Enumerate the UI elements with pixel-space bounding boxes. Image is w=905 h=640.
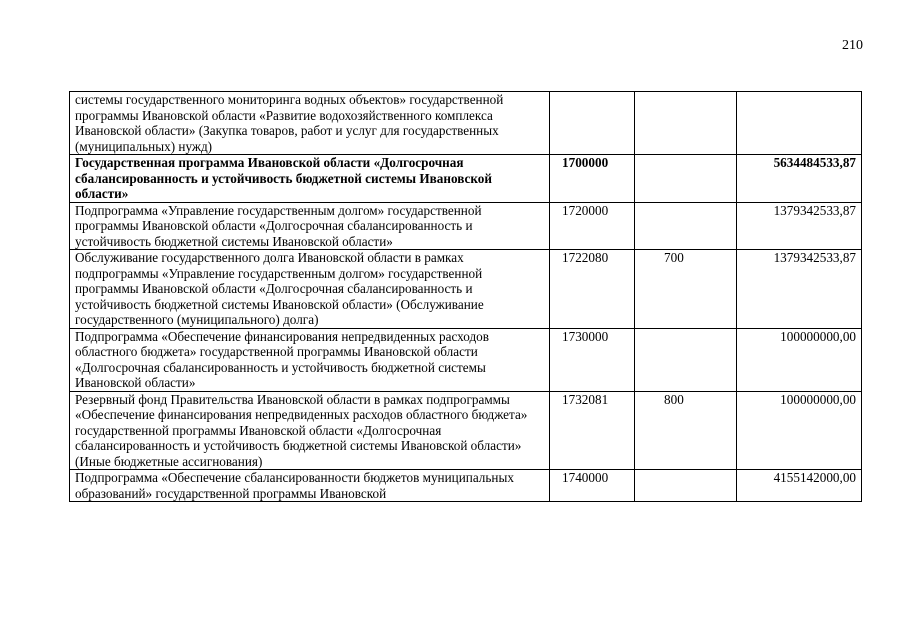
- row-description: системы государственного мониторинга водных объектов» государственной программы Ивановской области «Развитие водохозяйственного комплекса Ивановской области» (Закупка товаров, работ и услуг для государственных (муниципальных) нужд): [70, 92, 550, 155]
- row-amount: 5634484533,87: [737, 155, 862, 203]
- table-row: [70, 155, 862, 203]
- row-description: Резервный фонд Правительства Ивановской области в рамках подпрограммы «Обеспечение финансирования непредвиденных расходов областного бюджета» государственной программы Ивановской области «Долгосрочная сбалансированность и устойчивость бюджетной системы Ивановской области» (Иные бюджетные ассигнования): [70, 391, 550, 470]
- row-amount: 1379342533,87: [737, 202, 862, 250]
- table-row: [70, 391, 862, 470]
- row-amount: 100000000,00: [737, 391, 862, 470]
- row-description: Подпрограмма «Обеспечение финансирования непредвиденных расходов областного бюджета» государственной программы Ивановской области «Долгосрочная сбалансированность и устойчивость бюджетной системы Ивановской области»: [70, 328, 550, 391]
- table-row: [70, 92, 862, 155]
- row-amount: 1379342533,87: [737, 250, 862, 329]
- row-amount: [737, 92, 862, 155]
- row-code: 1722080: [550, 250, 635, 329]
- table-row: [70, 328, 862, 391]
- row-amount: 4155142000,00: [737, 470, 862, 502]
- table-row: [70, 470, 862, 502]
- row-amount: 100000000,00: [737, 328, 862, 391]
- row-expense-type: [635, 92, 737, 155]
- row-expense-type: [635, 155, 737, 203]
- budget-table: [69, 91, 862, 502]
- row-expense-type: [635, 470, 737, 502]
- row-description: Государственная программа Ивановской области «Долгосрочная сбалансированность и устойчивость бюджетной системы Ивановской области»: [70, 155, 550, 203]
- row-code: 1700000: [550, 155, 635, 203]
- row-code: 1720000: [550, 202, 635, 250]
- table-row: [70, 202, 862, 250]
- row-expense-type: 700: [635, 250, 737, 329]
- row-code: [550, 92, 635, 155]
- row-description: Подпрограмма «Управление государственным долгом» государственной программы Ивановской области «Долгосрочная сбалансированность и устойчивость бюджетной системы Ивановской области»: [70, 202, 550, 250]
- page-number: 210: [842, 38, 863, 53]
- table-row: [70, 250, 862, 329]
- row-expense-type: 800: [635, 391, 737, 470]
- row-description: Подпрограмма «Обеспечение сбалансированности бюджетов муниципальных образований» государственной программы Ивановской: [70, 470, 550, 502]
- row-description: Обслуживание государственного долга Ивановской области в рамках подпрограммы «Управление государственным долгом» государственной программы Ивановской области «Долгосрочная сбалансированность и устойчивость бюджетной системы Ивановской области» (Обслуживание государственного (муниципального) долга): [70, 250, 550, 329]
- row-code: 1740000: [550, 470, 635, 502]
- row-code: 1732081: [550, 391, 635, 470]
- row-expense-type: [635, 202, 737, 250]
- row-expense-type: [635, 328, 737, 391]
- row-code: 1730000: [550, 328, 635, 391]
